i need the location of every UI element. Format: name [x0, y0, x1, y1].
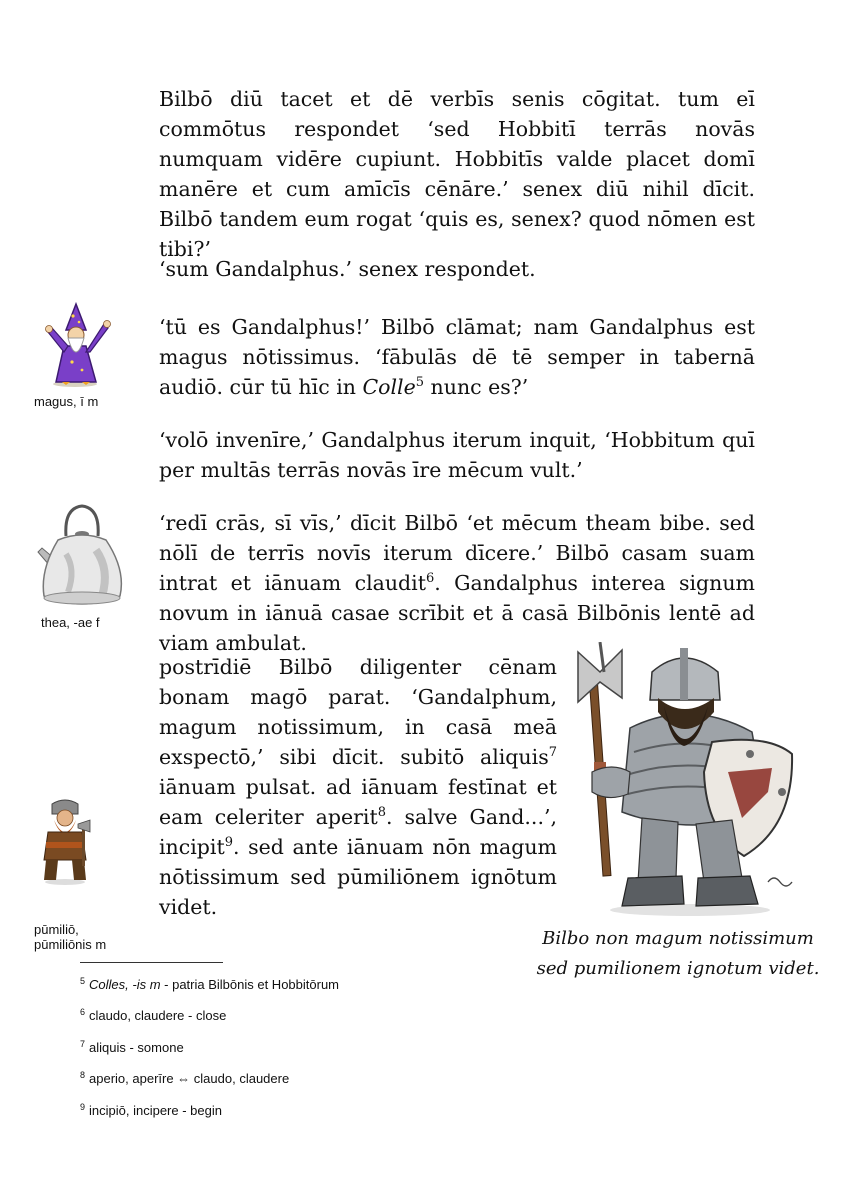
paragraph-6-text-a: postrīdiē Bilbō diligenter cēnam bonam magō parat. ‘Gandalphum, magum notissimum, in casā meā exspectō,’ sibi dīcit. subitō aliquis	[159, 655, 557, 769]
paragraph-6	[159, 652, 557, 922]
footnote-ref-9[interactable]: 9	[224, 835, 233, 851]
footnote-term: Colles, -is m	[89, 977, 161, 992]
gloss-magus: magus, ī m	[34, 394, 99, 409]
footnote-text: - patria Bilbōnis et Hobbitōrum	[160, 977, 340, 992]
footnote-number: 8	[80, 1069, 86, 1080]
wizard-icon	[36, 302, 114, 388]
footnote-number: 7	[80, 1038, 86, 1049]
footnote-5	[80, 977, 339, 993]
footnote-ref-5[interactable]: 5	[415, 375, 425, 391]
paragraph-4: ‘volō invenīre,’ Gandalphus iterum inquit, ‘Hobbitum quī per multās terrās novās īre mēcum vult.’	[159, 428, 755, 482]
footnote-text: incipiō, incipere - begin	[89, 1103, 222, 1118]
footnote-text: aperio, aperīre ⇔ claudo, claudere	[89, 1071, 290, 1086]
footnote-number: 9	[80, 1101, 86, 1112]
gloss-pumilio-line-1: pūmiliō,	[34, 922, 79, 937]
footnote-text: claudo, claudere - close	[89, 1008, 227, 1023]
footnote-ref-8[interactable]: 8	[377, 805, 386, 821]
teakettle-icon	[36, 500, 128, 612]
paragraph-6-text-b: iānuam pulsat. ad iānuam festīnat et eam celeriter aperit	[159, 775, 557, 829]
footnote-7	[80, 1040, 184, 1056]
colle-term: Colle	[362, 375, 416, 399]
small-dwarf-icon	[36, 796, 94, 886]
paragraph-3-text-b: nunc es?’	[424, 375, 529, 399]
footnote-ref-6[interactable]: 6	[425, 571, 435, 587]
paragraph-6-text-c: . salve Gand...’, incipit	[159, 805, 557, 859]
footnote-9	[80, 1103, 222, 1119]
footnote-number: 6	[80, 1006, 86, 1017]
illustration-caption: Bilbo non magum notissimum sed pumilionem ignotum videt.	[536, 928, 820, 979]
footnote-number: 5	[80, 975, 86, 986]
paragraph-6-text-d: . sed ante iānuam nōn magum nōtissimum sed pūmiliōnem ignōtum videt.	[159, 835, 557, 919]
gloss-thea: thea, -ae f	[41, 615, 100, 630]
paragraph-2: ‘sum Gandalphus.’ senex respondet.	[159, 257, 536, 281]
paragraph-3	[159, 312, 755, 402]
footnote-text: aliquis - somone	[89, 1040, 184, 1055]
paragraph-3-text-a: ‘tū es Gandalphus!’ Bilbō clāmat; nam Gandalphus est magus nōtissimus. ‘fābulās dē tē semper in tabernā audiō. cūr tū hīc in	[159, 315, 755, 399]
armored-dwarf-illustration	[572, 642, 808, 918]
paragraph-1: Bilbō diū tacet et dē verbīs senis cōgitat. tum eī commōtus respondet ‘sed Hobbitī terrās novās numquam vidēre cupiunt. Hobbitīs valde placet domī manēre et cum amīcīs cēnāre.’ senex diū nihil dīcit. Bilbō tandem eum rogat ‘quis es, senex? quod nōmen est tibi?’	[159, 87, 755, 261]
paragraph-5-text-a: ‘redī crās, sī vīs,’ dīcit Bilbō ‘et mēcum theam bibe. sed nōlī de terrīs novīs iterum dīcere.’ Bilbō casam suam intrat et iānuam claudit	[159, 511, 755, 595]
paragraph-5-text-b: . Gandalphus interea signum novum in iānuā casae scrībit et ā casā Bilbōnis lentē ad viam ambulat.	[159, 571, 755, 655]
footnote-ref-7[interactable]: 7	[548, 745, 557, 761]
footnote-6	[80, 1008, 226, 1024]
gloss-pumilio-line-2: pūmiliōnis m	[34, 937, 107, 952]
footnote-8	[80, 1071, 289, 1087]
paragraph-5	[159, 508, 755, 658]
footnote-separator	[80, 962, 223, 963]
